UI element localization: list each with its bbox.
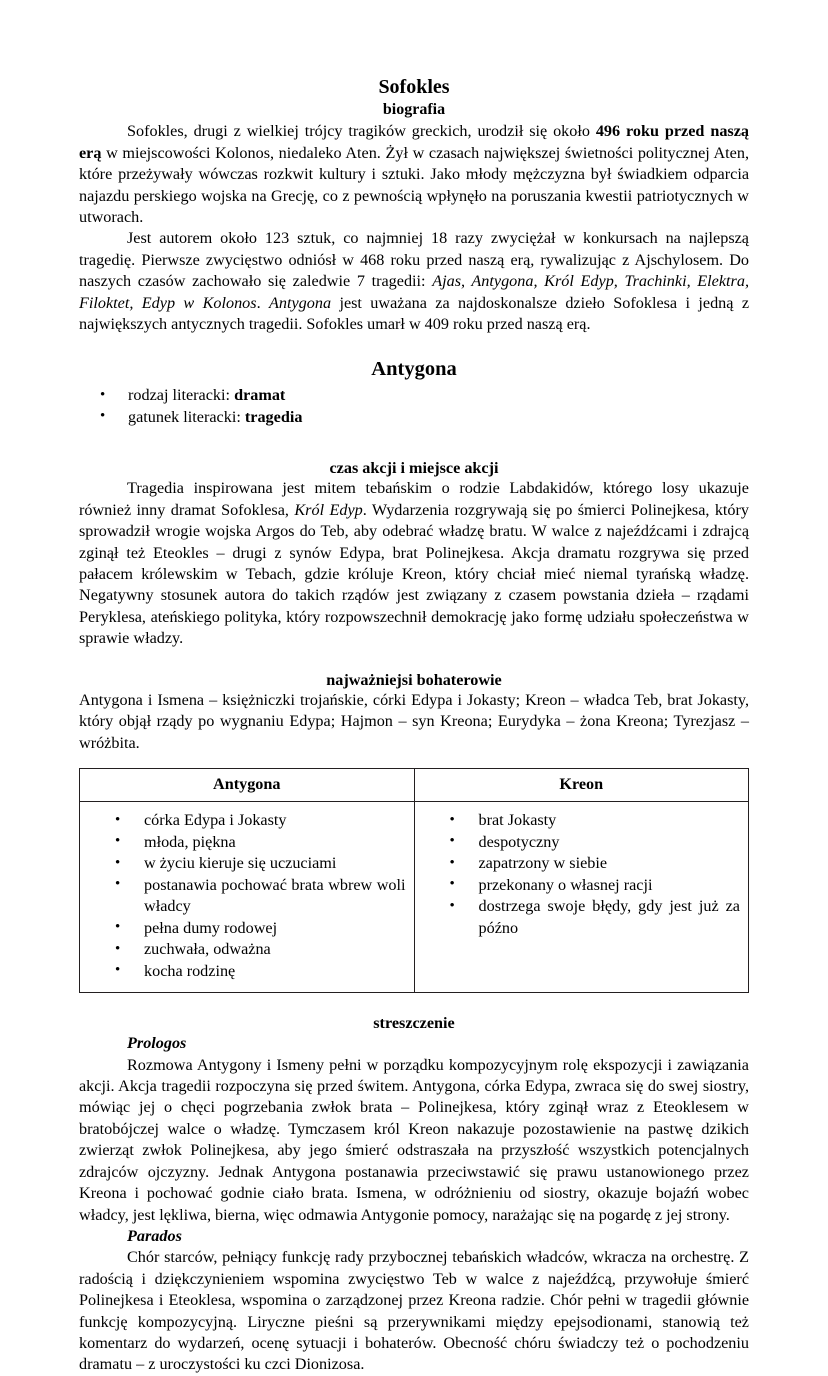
tp-post: . Wydarzenia rozgrywają się po śmierci Polinejkesa, który sprowadził wrogie wojska Argos do Teb, aby odebrać władzę bratu. W walce z najeźdźcami i zdrajcą zginął też Eteokles – drugi z synów Edypa, brat Polinejkesa. Akcja dramatu rozgrywa się przed pałacem królewskim w Tebach, gdzie króluje Kreon, który chciał mieć niemal tyrańską władzę. Negatywny stosunek autora do takich rządów jest związany z czasem powstania dzieła – rządami Peryklesa, ateńskiego polityka, który rozpowszechnił demokrację jako formę udziału społeczeństwa w sprawie władzy. bbox=[79, 500, 750, 648]
list-item: • pełna dumy rodowej bbox=[88, 918, 406, 940]
table-header-antygona: Antygona bbox=[80, 769, 415, 802]
list-item: • kocha rodzinę bbox=[88, 961, 406, 983]
page-subtitle: biografia bbox=[382, 100, 446, 118]
genre-value-0: dramat bbox=[234, 386, 286, 405]
bio-p1-post: w miejscowości Kolonos, niedaleko Aten. Żył w czasach największej świetności politycznej Aten, które przeżywały wówczas rozkwit kultury i sztuki. Jako młody mężczyzna był świadkiem odparcia najazdu perskiego wojska na Grecję, co z pewnością wpłynęło na poruszania kwestii patriotycznych w utworach. bbox=[79, 143, 749, 227]
bio-p2-pre: Jest autorem około 123 sztuk, co najmniej 18 razy zwyciężał w konkursach na najlepszą tragedię. Pierwsze zwycięstwo odniósł w 468 roku przed naszą erą, rywalizując z Ajschylosem. Do naszych czasów zachowało się zaledwie 7 tragedii: bbox=[79, 229, 749, 291]
genre-label-1: gatunek literacki: bbox=[128, 407, 245, 426]
subheading-parados: Parados bbox=[127, 1226, 182, 1245]
bio-p2-post: jest uważana za najdoskonalsze dzieło Sofoklesa i jedną z największych antycznych tragedii. Sofokles umarł w 409 roku przed naszą erą. bbox=[79, 293, 750, 334]
table-cell-antygona-traits bbox=[80, 802, 415, 993]
heading-main-characters: najważniejsi bohaterowie bbox=[326, 670, 502, 689]
list-item: • zapatrzony w siebie bbox=[423, 853, 741, 875]
parados-paragraph: Chór starców, pełniący funkcję rady przybocznej tebańskich władców, wkracza na orchestrę. Z radością i dziękczynieniem wspomina zwycięstwo Teb w walce z najeźdźcą, przywołuje śmierć Polinejkesa i Eteoklesa, wspomina o zarządzonej przez Kreona radzie. Chór pełni w tragedii głównie funkcję kompozycyjną. Liryczne pieśni są przerywnikami między epejsodionami, stanowią też komentarz do wydarzeń, ocenę sytuacji i bohaterów. Obecność chóru świadczy też o pochodzeniu dramatu – z uroczystości ku czci Dionizosa. bbox=[79, 1248, 749, 1374]
characters-paragraph: Antygona i Ismena – księżniczki trojańskie, córki Edypa i Jokasty; Kreon – władca Teb, brat Jokasty, który objął rządy po wygnaniu Edypa; Hajmon – syn Kreona; Eurydyka – żona Kreona; Tyrezjasz – wróżbita. bbox=[79, 690, 749, 752]
biography-paragraph-2 bbox=[79, 228, 749, 335]
list-item bbox=[79, 385, 749, 407]
bio-p2-antygona-italic: Antygona bbox=[269, 293, 332, 312]
list-item: • brat Jokasty bbox=[423, 810, 741, 832]
list-item: • postanawia pochować brata wbrew woli władcy bbox=[88, 875, 406, 918]
subheading-prologos: Prologos bbox=[127, 1034, 187, 1053]
antygona-genre-list bbox=[79, 385, 749, 428]
biography-paragraph-1 bbox=[79, 121, 749, 228]
bio-p1-bold: 496 roku przed naszą erą bbox=[79, 122, 749, 162]
list-item: • dostrzega swoje błędy, gdy jest już za późno bbox=[423, 896, 741, 939]
bio-p1-pre: Sofokles, drugi z wielkiej trójcy tragików greckich, urodził się około bbox=[127, 122, 596, 141]
list-item: • despotyczny bbox=[423, 832, 741, 854]
genre-value-1: tragedia bbox=[244, 407, 303, 426]
bio-p2-mid: . bbox=[256, 293, 270, 312]
heading-time-place: czas akcji i miejsce akcji bbox=[329, 459, 499, 478]
table-header-row bbox=[80, 769, 749, 802]
spacer bbox=[79, 993, 749, 1013]
heading-summary: streszczenie bbox=[373, 1014, 455, 1033]
bio-p2-tragedy-titles: Ajas, Antygona, Król Edyp, Trachinki, Elektra, Filoktet, Edyp w Kolonos bbox=[79, 272, 749, 312]
list-item bbox=[79, 407, 749, 429]
character-comparison-table bbox=[79, 768, 749, 993]
list-item: • w życiu kieruje się uczuciami bbox=[88, 853, 406, 875]
time-place-paragraph bbox=[79, 478, 749, 649]
page-title: Sofokles bbox=[378, 76, 450, 98]
list-item: • córka Edypa i Jokasty bbox=[88, 810, 406, 832]
genre-label-0: rodzaj literacki: bbox=[128, 386, 235, 405]
tp-krol-edyp-italic: Król Edyp bbox=[294, 500, 363, 519]
spacer bbox=[79, 428, 749, 458]
table-header-kreon: Kreon bbox=[414, 769, 749, 802]
spacer bbox=[79, 650, 749, 670]
table-row bbox=[80, 802, 749, 993]
section-title-antygona: Antygona bbox=[371, 358, 457, 381]
list-item: • młoda, piękna bbox=[88, 832, 406, 854]
tp-pre: Tragedia inspirowana jest mitem tebańskim o rodzie Labdakidów, którego losy ukazuje również inny dramat Sofoklesa, bbox=[79, 479, 749, 519]
kreon-traits-list bbox=[423, 810, 741, 939]
prologos-paragraph: Rozmowa Antygony i Ismeny pełni w porządku kompozycyjnym rolę ekspozycji i zawiązania akcji. Akcja tragedii rozpoczyna się przed świtem. Antygona, córka Edypa, zwraca się do swej siostry, mówiąc jej o chęci pogrzebania zwłok brata – Polinejkesa, który zginął wraz z Eteoklesem w bratobójczej walce o władzę. Tymczasem król Kreon nakazuje pozostawienie na pastwę dzikich zwierząt zwłok Polinejkesa, aby jego śmierć odstraszała na przyszłość wszystkich potencjalnych zdrajców ojczyzny. Jednak Antygona postanawia przeciwstawić się prawu ustanowionego przez Kreona i pochować godnie ciało brata. Ismena, w odróżnieniu od siostry, okazuje bojaźń wobec władcy, jest lękliwa, bierna, więc odmawia Antygonie pomocy, narażając się na pogardę z jej strony. bbox=[79, 1055, 749, 1224]
antygona-traits-list bbox=[88, 810, 406, 982]
list-item: • zuchwała, odważna bbox=[88, 939, 406, 961]
list-item: • przekonany o własnej racji bbox=[423, 875, 741, 897]
table-cell-kreon-traits bbox=[414, 802, 749, 993]
